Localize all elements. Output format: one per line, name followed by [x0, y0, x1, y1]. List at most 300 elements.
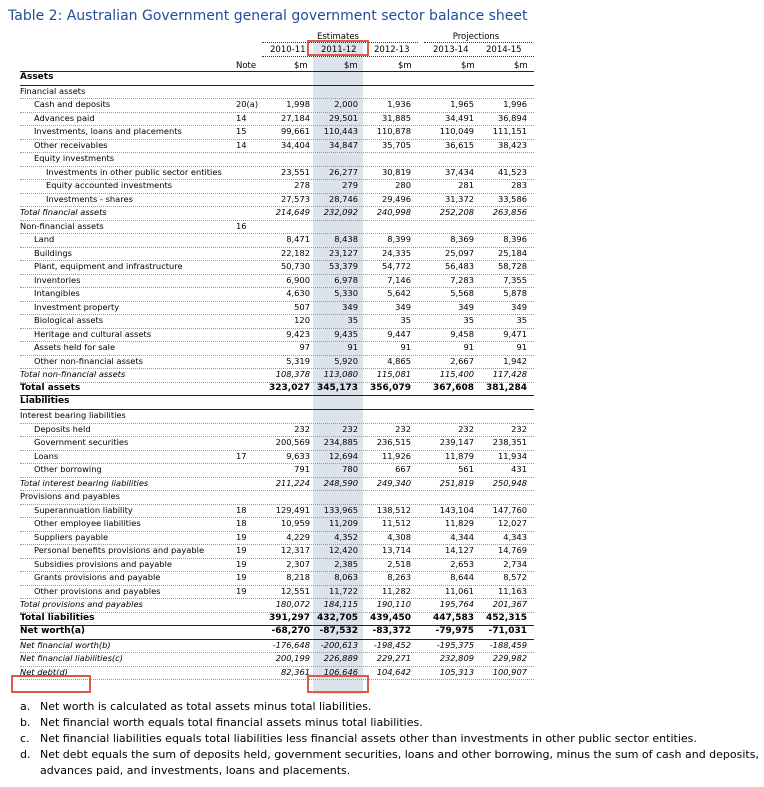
cell-2011-12: 113,080 [323, 369, 358, 380]
table-row [0, 261, 764, 274]
footnotes [20, 699, 760, 779]
table-row [0, 86, 764, 99]
cell-2012-13: 236,515 [376, 437, 411, 448]
cell-2011-12: 234,885 [323, 437, 358, 448]
cell-2010-11: 200,569 [275, 437, 310, 448]
row-note: 19 [236, 572, 247, 583]
row-label: Inventories [34, 274, 81, 285]
table-row [0, 559, 764, 572]
cell-2013-14: 37,434 [444, 166, 474, 177]
row-note: 14 [236, 112, 247, 123]
cell-2014-15: 7,355 [503, 274, 527, 285]
table-row [0, 599, 764, 612]
cell-2014-15: 5,878 [503, 288, 527, 299]
cell-2014-15: 250,948 [492, 477, 527, 488]
table-row [0, 667, 764, 680]
row-note: 19 [236, 545, 247, 556]
cell-2010-11: 9,633 [286, 450, 310, 461]
footnote [20, 715, 760, 731]
cell-2012-13: 2,518 [387, 558, 411, 569]
row-label: Cash and deposits [34, 99, 111, 110]
cell-2010-11: 278 [294, 180, 310, 191]
footnote-text: Net financial worth equals total financial assets minus total liabilities. [40, 716, 423, 729]
cell-2013-14: 9,458 [450, 328, 474, 339]
footnote-text: Net financial liabilities equals total liabilities less financial assets other than investments in other public sector entities. [40, 732, 697, 745]
row-label: Total provisions and payables [20, 599, 143, 610]
cell-2014-15: 25,184 [497, 247, 527, 258]
cell-2013-14: 25,097 [444, 247, 474, 258]
year-header-2014-15: 2014-15 [486, 45, 522, 55]
cell-2012-13: -83,372 [372, 626, 411, 637]
cell-2013-14: 31,372 [444, 193, 474, 204]
table-row [0, 383, 764, 396]
cell-2013-14: 4,344 [450, 531, 474, 542]
cell-2010-11: 82,361 [280, 666, 310, 677]
cell-2010-11: -176,648 [272, 639, 310, 650]
cell-2013-14: 11,879 [444, 450, 474, 461]
cell-2012-13: 110,878 [376, 126, 411, 137]
cell-2013-14: 8,644 [450, 572, 474, 583]
table-row [0, 72, 764, 85]
cell-2011-12: 226,889 [323, 653, 358, 664]
cell-2012-13: 91 [400, 342, 411, 353]
year-header-2011-12: 2011-12 [321, 45, 357, 55]
cell-2013-14: 2,653 [450, 558, 474, 569]
cell-2010-11: 507 [294, 301, 310, 312]
cell-2013-14: 11,061 [444, 585, 474, 596]
table-row [0, 99, 764, 112]
cell-2012-13: 35 [400, 315, 411, 326]
table-row [0, 532, 764, 545]
row-label: Government securities [34, 437, 129, 448]
table-row [0, 113, 764, 126]
cell-2013-14: 14,127 [444, 545, 474, 556]
cell-2010-11: 34,404 [280, 139, 310, 150]
table-row [0, 437, 764, 450]
row-label: Total non-financial assets [20, 369, 126, 380]
row-label: Land [34, 234, 55, 245]
row-note: 18 [236, 504, 247, 515]
row-label: Personal benefits provisions and payable [34, 545, 205, 556]
cell-2010-11: 120 [294, 315, 310, 326]
cell-2010-11: 200,199 [275, 653, 310, 664]
row-label: Other receivables [34, 139, 108, 150]
cell-2010-11: 99,661 [280, 126, 310, 137]
cell-2010-11: -68,270 [271, 626, 310, 637]
cell-2013-14: 561 [458, 464, 474, 475]
cell-2011-12: 184,115 [323, 599, 358, 610]
cell-2010-11: 50,730 [280, 261, 310, 272]
cell-2012-13: 4,308 [387, 531, 411, 542]
table-row [0, 626, 764, 639]
cell-2013-14: 105,313 [439, 666, 474, 677]
cell-2014-15: 35 [516, 315, 527, 326]
cell-2014-15: 36,894 [497, 112, 527, 123]
cell-2012-13: 35,705 [381, 139, 411, 150]
cell-2010-11: 214,649 [275, 207, 310, 218]
unit-header-1: $m [344, 61, 358, 71]
cell-2010-11: 6,900 [286, 274, 310, 285]
cell-2011-12: 432,705 [317, 612, 358, 623]
table-row [0, 464, 764, 477]
row-note: 15 [236, 126, 247, 137]
table-row [0, 640, 764, 653]
cell-2010-11: 129,491 [275, 504, 310, 515]
highlight-net-debt-label [11, 675, 91, 693]
row-label: Assets held for sale [34, 342, 116, 353]
cell-2012-13: 11,926 [381, 450, 411, 461]
row-label: Other provisions and payables [34, 585, 161, 596]
cell-2012-13: 8,399 [387, 234, 411, 245]
cell-2011-12: 28,746 [328, 193, 358, 204]
row-label: Non-financial assets [20, 220, 104, 231]
cell-2010-11: 4,229 [286, 531, 310, 542]
cell-2012-13: 29,496 [381, 193, 411, 204]
row-note: 18 [236, 518, 247, 529]
table-row [0, 221, 764, 234]
row-label: Financial assets [20, 85, 86, 96]
row-label: Liabilities [20, 396, 70, 407]
cell-2010-11: 180,072 [275, 599, 310, 610]
cell-2013-14: 252,208 [439, 207, 474, 218]
cell-2012-13: 9,447 [387, 328, 411, 339]
cell-2012-13: 115,081 [376, 369, 411, 380]
cell-2014-15: 11,934 [497, 450, 527, 461]
row-label: Total assets [20, 382, 81, 393]
year-header-rule [262, 56, 534, 57]
cell-2014-15: 33,586 [497, 193, 527, 204]
cell-2012-13: 5,642 [387, 288, 411, 299]
year-header-2012-13: 2012-13 [374, 45, 410, 55]
cell-2014-15: 2,734 [503, 558, 527, 569]
cell-2010-11: 791 [294, 464, 310, 475]
cell-2012-13: 24,335 [381, 247, 411, 258]
year-header-2013-14: 2013-14 [433, 45, 469, 55]
cell-2013-14: 232,809 [439, 653, 474, 664]
row-label: Total interest bearing liabilities [20, 477, 149, 488]
cell-2011-12: 6,978 [334, 274, 358, 285]
table-row [0, 491, 764, 504]
row-label: Buildings [34, 247, 72, 258]
cell-2012-13: 138,512 [376, 504, 411, 515]
table-row [0, 329, 764, 342]
cell-2011-12: 106,646 [323, 666, 358, 677]
unit-header-3: $m [461, 61, 475, 71]
cell-2013-14: 251,819 [439, 477, 474, 488]
cell-2011-12: 53,379 [328, 261, 358, 272]
cell-2010-11: 323,027 [269, 382, 310, 393]
table-row [0, 153, 764, 166]
cell-2014-15: 100,907 [492, 666, 527, 677]
table-row [0, 572, 764, 585]
row-label: Investments - shares [46, 193, 133, 204]
cell-2011-12: 279 [342, 180, 358, 191]
row-label: Subsidies provisions and payable [34, 558, 173, 569]
cell-2010-11: 232 [294, 423, 310, 434]
table-row [0, 545, 764, 558]
cell-2013-14: 7,283 [450, 274, 474, 285]
table-row [0, 275, 764, 288]
footnote-marker: d. [20, 748, 31, 761]
cell-2012-13: 667 [395, 464, 411, 475]
cell-2013-14: 281 [458, 180, 474, 191]
cell-2010-11: 27,573 [280, 193, 310, 204]
cell-2011-12: 4,352 [334, 531, 358, 542]
unit-header-0: $m [294, 61, 308, 71]
row-label: Assets [20, 72, 54, 82]
cell-2014-15: 14,769 [497, 545, 527, 556]
cell-2012-13: 54,772 [381, 261, 411, 272]
cell-2011-12: 110,443 [323, 126, 358, 137]
cell-2011-12: 780 [342, 464, 358, 475]
cell-2010-11: 27,184 [280, 112, 310, 123]
cell-2011-12: 91 [347, 342, 358, 353]
cell-2010-11: 2,307 [286, 558, 310, 569]
cell-2010-11: 108,378 [275, 369, 310, 380]
cell-2012-13: -198,452 [373, 639, 411, 650]
cell-2010-11: 97 [299, 342, 310, 353]
projections-group-header: Projections [452, 32, 500, 42]
cell-2011-12: 11,209 [328, 518, 358, 529]
cell-2013-14: 34,491 [444, 112, 474, 123]
row-label: Interest bearing liabilities [20, 410, 126, 420]
table-row [0, 140, 764, 153]
row-label: Net debt(d) [20, 666, 68, 677]
footnote-marker: a. [20, 700, 31, 713]
cell-2014-15: 229,982 [492, 653, 527, 664]
cell-2011-12: 8,063 [334, 572, 358, 583]
cell-2010-11: 8,218 [286, 572, 310, 583]
table-row [0, 248, 764, 261]
cell-2012-13: 11,512 [381, 518, 411, 529]
cell-2011-12: 5,920 [334, 355, 358, 366]
row-label: Total financial assets [20, 207, 107, 218]
table-row [0, 234, 764, 247]
row-label: Suppliers payable [34, 531, 109, 542]
table-row [0, 396, 764, 409]
cell-2011-12: 23,127 [328, 247, 358, 258]
cell-2014-15: 11,163 [497, 585, 527, 596]
cell-2011-12: 9,435 [334, 328, 358, 339]
cell-2012-13: 104,642 [376, 666, 411, 677]
cell-2014-15: 147,760 [492, 504, 527, 515]
cell-2010-11: 4,630 [286, 288, 310, 299]
cell-2011-12: 34,847 [328, 139, 358, 150]
row-label: Investment property [34, 301, 120, 312]
cell-2010-11: 8,471 [286, 234, 310, 245]
row-label: Advances paid [34, 112, 95, 123]
table-title: Table 2: Australian Government general government sector balance sheet [8, 8, 528, 24]
cell-2013-14: 349 [458, 301, 474, 312]
cell-2012-13: 8,263 [387, 572, 411, 583]
cell-2010-11: 10,959 [280, 518, 310, 529]
row-label: Provisions and payables [20, 491, 120, 502]
cell-2013-14: 115,400 [439, 369, 474, 380]
table-row [0, 410, 764, 423]
cell-2013-14: -79,975 [435, 626, 474, 637]
cell-2012-13: 1,936 [387, 99, 411, 110]
cell-2011-12: 8,438 [334, 234, 358, 245]
row-label: Investments, loans and placements [34, 126, 182, 137]
cell-2013-14: 56,483 [444, 261, 474, 272]
table-row [0, 586, 764, 599]
cell-2013-14: 5,568 [450, 288, 474, 299]
cell-2012-13: 280 [395, 180, 411, 191]
row-note: 19 [236, 531, 247, 542]
cell-2011-12: 345,173 [317, 382, 358, 393]
cell-2014-15: 263,856 [492, 207, 527, 218]
table-row [0, 451, 764, 464]
row-label: Grants provisions and payable [34, 572, 161, 583]
table-row [0, 315, 764, 328]
cell-2014-15: 91 [516, 342, 527, 353]
cell-2014-15: 12,027 [497, 518, 527, 529]
cell-2013-14: 8,369 [450, 234, 474, 245]
table-row [0, 207, 764, 220]
cell-2011-12: 232 [342, 423, 358, 434]
cell-2012-13: 439,450 [370, 612, 411, 623]
cell-2010-11: 391,297 [269, 612, 310, 623]
table-row [0, 302, 764, 315]
cell-2013-14: 367,608 [433, 382, 474, 393]
cell-2014-15: 58,728 [497, 261, 527, 272]
cell-2014-15: -71,031 [488, 626, 527, 637]
cell-2013-14: 447,583 [433, 612, 474, 623]
cell-2014-15: 8,572 [503, 572, 527, 583]
row-label: Heritage and cultural assets [34, 328, 152, 339]
projections-group-rule [424, 42, 532, 43]
cell-2014-15: 8,396 [503, 234, 527, 245]
table-row [0, 518, 764, 531]
cell-2012-13: 13,714 [381, 545, 411, 556]
row-label: Biological assets [34, 315, 104, 326]
cell-2014-15: 111,151 [492, 126, 527, 137]
footnote [20, 731, 760, 747]
footnote [20, 747, 760, 779]
cell-2012-13: 7,146 [387, 274, 411, 285]
row-label: Net financial worth(b) [20, 639, 111, 650]
row-label: Other non-financial assets [34, 355, 143, 366]
cell-2014-15: 283 [511, 180, 527, 191]
cell-2014-15: 117,428 [492, 369, 527, 380]
cell-2013-14: 110,049 [439, 126, 474, 137]
row-label: Investments in other public sector entities [46, 166, 222, 177]
cell-2012-13: 4,865 [387, 355, 411, 366]
row-label: Net financial liabilities(c) [20, 653, 123, 664]
cell-2010-11: 12,317 [280, 545, 310, 556]
table-row [0, 505, 764, 518]
table-row [0, 342, 764, 355]
cell-2011-12: 2,000 [334, 99, 358, 110]
cell-2014-15: 232 [511, 423, 527, 434]
unit-header-2: $m [398, 61, 412, 71]
estimates-group-header: Estimates [317, 32, 359, 42]
cell-2014-15: -188,459 [489, 639, 527, 650]
cell-2010-11: 23,551 [280, 166, 310, 177]
row-note: 20(a) [236, 99, 259, 110]
table-row [0, 356, 764, 369]
cell-2011-12: 349 [342, 301, 358, 312]
table-row [0, 613, 764, 626]
cell-2013-14: 195,764 [439, 599, 474, 610]
row-note: 19 [236, 585, 247, 596]
cell-2012-13: 240,998 [376, 207, 411, 218]
cell-2012-13: 11,282 [381, 585, 411, 596]
row-note: 14 [236, 139, 247, 150]
cell-2012-13: 190,110 [376, 599, 411, 610]
cell-2011-12: 5,330 [334, 288, 358, 299]
table-row [0, 653, 764, 666]
cell-2013-14: 35 [463, 315, 474, 326]
cell-2014-15: 349 [511, 301, 527, 312]
cell-2011-12: 2,385 [334, 558, 358, 569]
cell-2010-11: 22,182 [280, 247, 310, 258]
table-row [0, 288, 764, 301]
cell-2014-15: 38,423 [497, 139, 527, 150]
row-label: Loans [34, 450, 59, 461]
cell-2014-15: 1,942 [503, 355, 527, 366]
highlight-2011-12-header [307, 40, 369, 56]
cell-2011-12: 232,092 [323, 207, 358, 218]
cell-2014-15: 452,315 [486, 612, 527, 623]
row-label: Deposits held [34, 423, 91, 434]
highlight-net-debt-2011-12 [307, 675, 369, 693]
cell-2011-12: -87,532 [319, 626, 358, 637]
footnote-marker: b. [20, 716, 31, 729]
cell-2011-12: 26,277 [328, 166, 358, 177]
cell-2012-13: 349 [395, 301, 411, 312]
cell-2012-13: 30,819 [381, 166, 411, 177]
footnote-marker: c. [20, 732, 30, 745]
cell-2010-11: 12,551 [280, 585, 310, 596]
cell-2013-14: 91 [463, 342, 474, 353]
cell-2011-12: 11,722 [328, 585, 358, 596]
cell-2010-11: 5,319 [286, 355, 310, 366]
row-note: 16 [236, 220, 247, 231]
unit-header-4: $m [514, 61, 528, 71]
table-row [0, 194, 764, 207]
cell-2014-15: 431 [511, 464, 527, 475]
cell-2011-12: -200,613 [320, 639, 358, 650]
row-note: 19 [236, 558, 247, 569]
table-row [0, 167, 764, 180]
footnote-text: Net worth is calculated as total assets minus total liabilities. [40, 700, 372, 713]
cell-2014-15: 238,351 [492, 437, 527, 448]
cell-2013-14: 36,615 [444, 139, 474, 150]
cell-2013-14: 2,667 [450, 355, 474, 366]
cell-2010-11: 1,998 [286, 99, 310, 110]
row-separator [20, 679, 534, 680]
year-header-2010-11: 2010-11 [270, 45, 306, 55]
row-label: Intangibles [34, 288, 80, 299]
cell-2012-13: 249,340 [376, 477, 411, 488]
note-column-header: Note [236, 61, 257, 71]
footnote [20, 699, 760, 715]
cell-2011-12: 133,965 [323, 504, 358, 515]
row-label: Equity investments [34, 153, 115, 164]
table-row [0, 478, 764, 491]
cell-2012-13: 356,079 [370, 382, 411, 393]
row-label: Total liabilities [20, 612, 95, 623]
cell-2010-11: 9,423 [286, 328, 310, 339]
cell-2012-13: 229,271 [376, 653, 411, 664]
table-row [0, 369, 764, 382]
cell-2011-12: 35 [347, 315, 358, 326]
cell-2013-14: 239,147 [439, 437, 474, 448]
cell-2014-15: 1,996 [503, 99, 527, 110]
row-note: 17 [236, 450, 247, 461]
cell-2011-12: 12,694 [328, 450, 358, 461]
